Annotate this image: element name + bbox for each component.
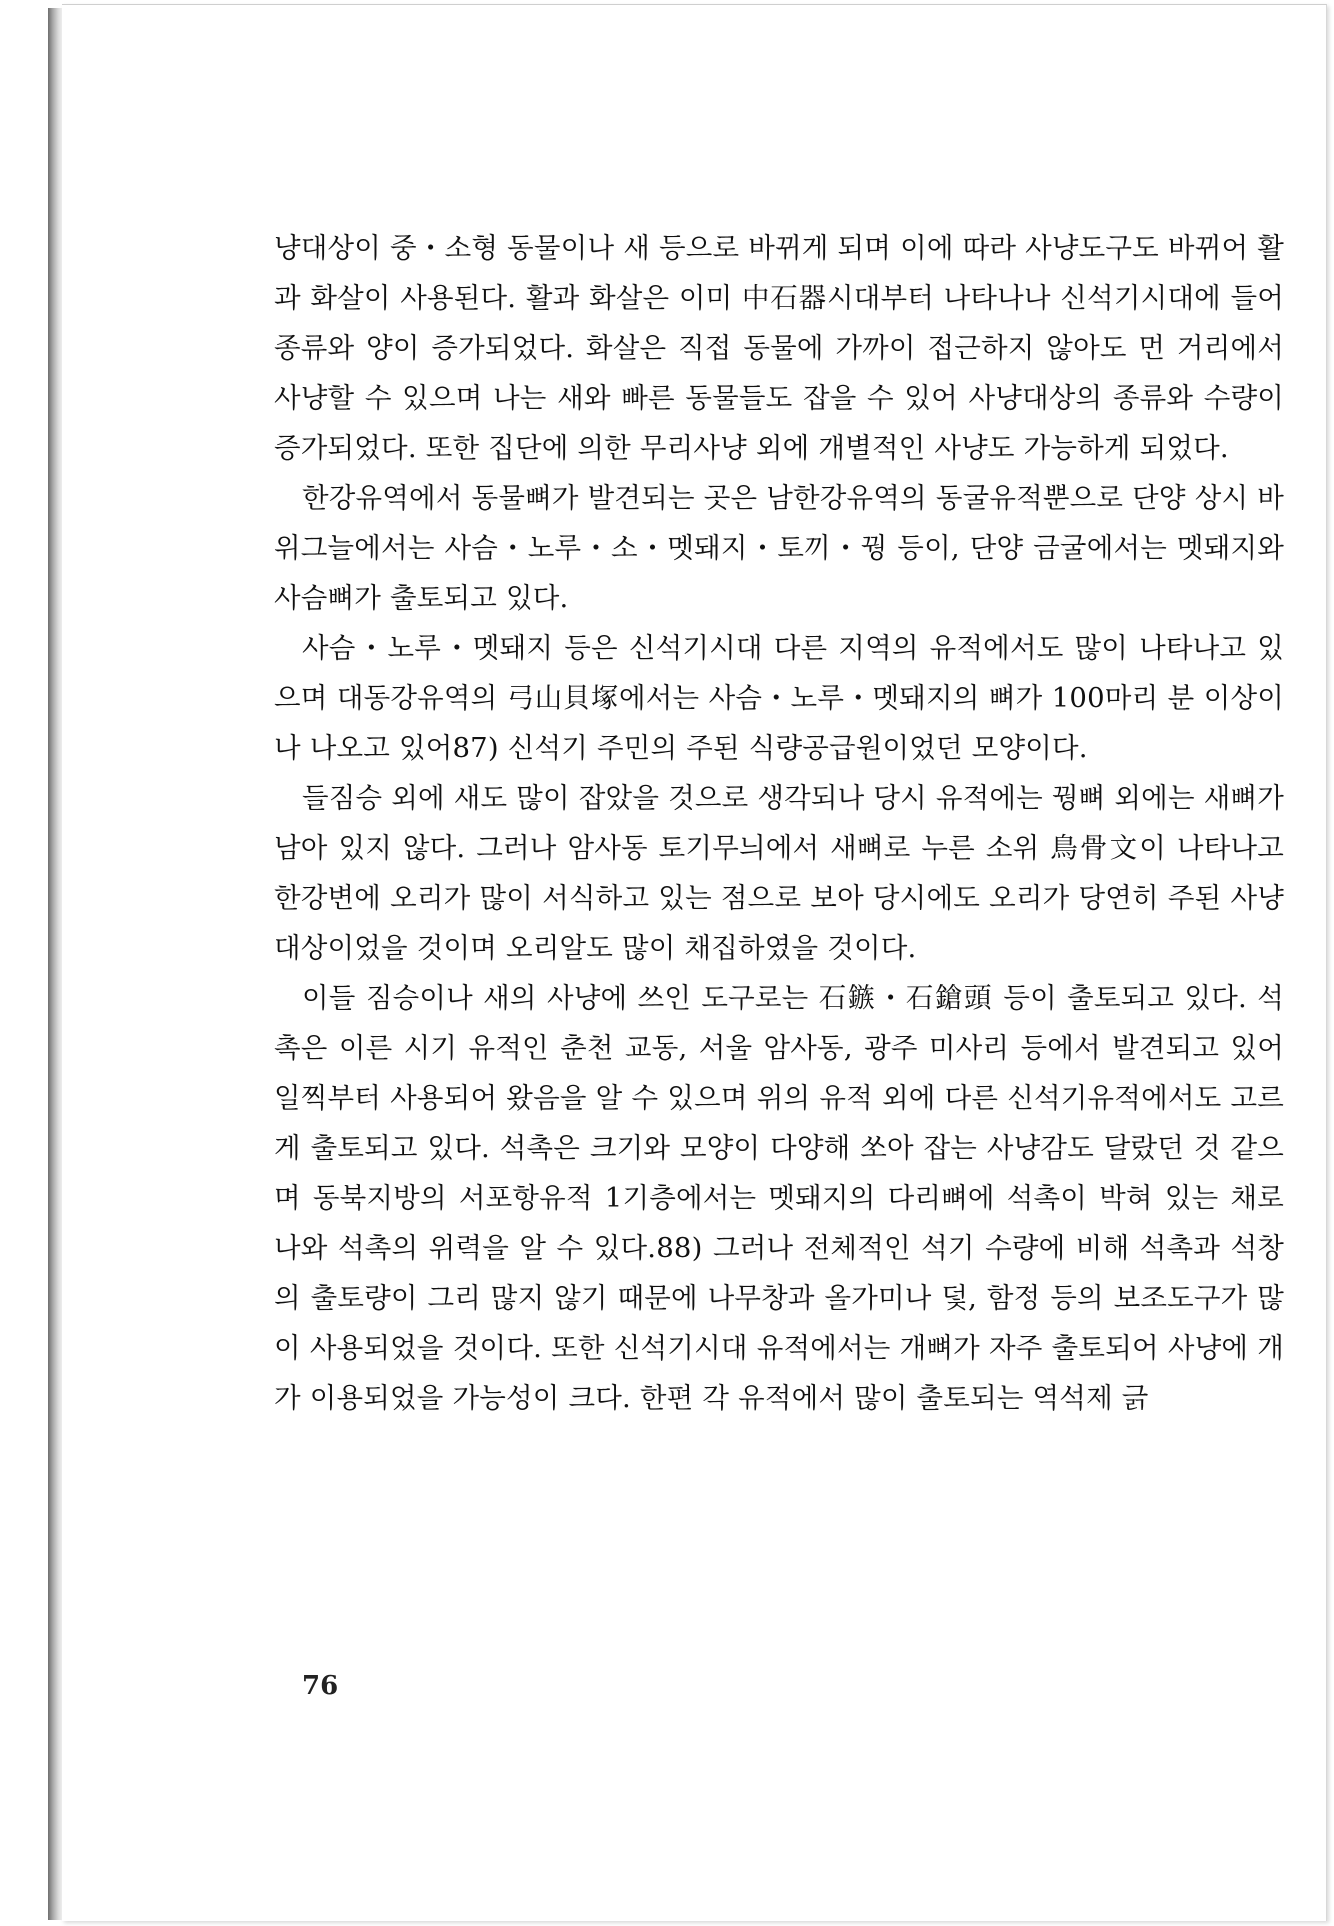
book-spine-edge xyxy=(48,8,62,1920)
paragraph-hunting-tools: 이들 짐승이나 새의 사냥에 쓰인 도구로는 石鏃・石鎗頭 등이 출토되고 있다. 석촉은 이른 시기 유적인 춘천 교동, 서울 암사동, 광주 미사리 등에서 발견되고 있어 일찍부터 사용되어 왔음을 알 수 있으며 위의 유적 외에 다른 신석기유적에서도 고르게 출토되고 있다. 석촉은 크기와 모양이 다양해 쏘아 잡는 사냥감도 달랐던 것 같으며 동북지방의 서포항유적 1기층에서는 멧돼지의 다리뼈에 석촉이 박혀 있는 채로 나와 석촉의 위력을 알 수 있다.88) 그러나 전체적인 석기 수량에 비해 석촉과 석창의 출토량이 그리 많지 않기 때문에 나무창과 올가미나 덫, 함정 등의 보조도구가 많이 사용되었을 것이다. 또한 신석기시대 유적에서는 개뼈가 자주 출토되어 사냥에 개가 이용되었을 가능성이 크다. 한편 각 유적에서 많이 출토되는 역석제 긁 xyxy=(274,982,1284,1414)
page-number: 76 xyxy=(302,1671,339,1701)
paragraph-han-river-bones: 한강유역에서 동물뼈가 발견되는 곳은 남한강유역의 동굴유적뿐으로 단양 상시 바위그늘에서는 사슴・노루・소・멧돼지・토끼・꿩 등이, 단양 금굴에서는 멧돼지와 사슴뼈가 출토되고 있다. xyxy=(274,482,1284,614)
book-page xyxy=(62,4,1327,1921)
paragraph-deer-boar: 사슴・노루・멧돼지 등은 신석기시대 다른 지역의 유적에서도 많이 나타나고 있으며 대동강유역의 弓山貝塚에서는 사슴・노루・멧돼지의 뼈가 100마리 분 이상이나 나오고 있어87) 신석기 주민의 주된 식량공급원이었던 모양이다. xyxy=(274,632,1284,764)
body-text xyxy=(274,223,1284,1423)
paragraph-birds: 들짐승 외에 새도 많이 잡았을 것으로 생각되나 당시 유적에는 꿩뼈 외에는 새뼈가 남아 있지 않다. 그러나 암사동 토기무늬에서 새뼈로 누른 소위 鳥骨文이 나타나고 한강변에 오리가 많이 서식하고 있는 점으로 보아 당시에도 오리가 당연히 주된 사냥대상이었을 것이며 오리알도 많이 채집하였을 것이다. xyxy=(274,782,1284,964)
paragraph-continued: 냥대상이 중・소형 동물이나 새 등으로 바뀌게 되며 이에 따라 사냥도구도 바뀌어 활과 화살이 사용된다. 활과 화살은 이미 中石器시대부터 나타나나 신석기시대에 들어 종류와 양이 증가되었다. 화살은 직접 동물에 가까이 접근하지 않아도 먼 거리에서 사냥할 수 있으며 나는 새와 빠른 동물들도 잡을 수 있어 사냥대상의 종류와 수량이 증가되었다. 또한 집단에 의한 무리사냥 외에 개별적인 사냥도 가능하게 되었다. xyxy=(274,232,1284,464)
